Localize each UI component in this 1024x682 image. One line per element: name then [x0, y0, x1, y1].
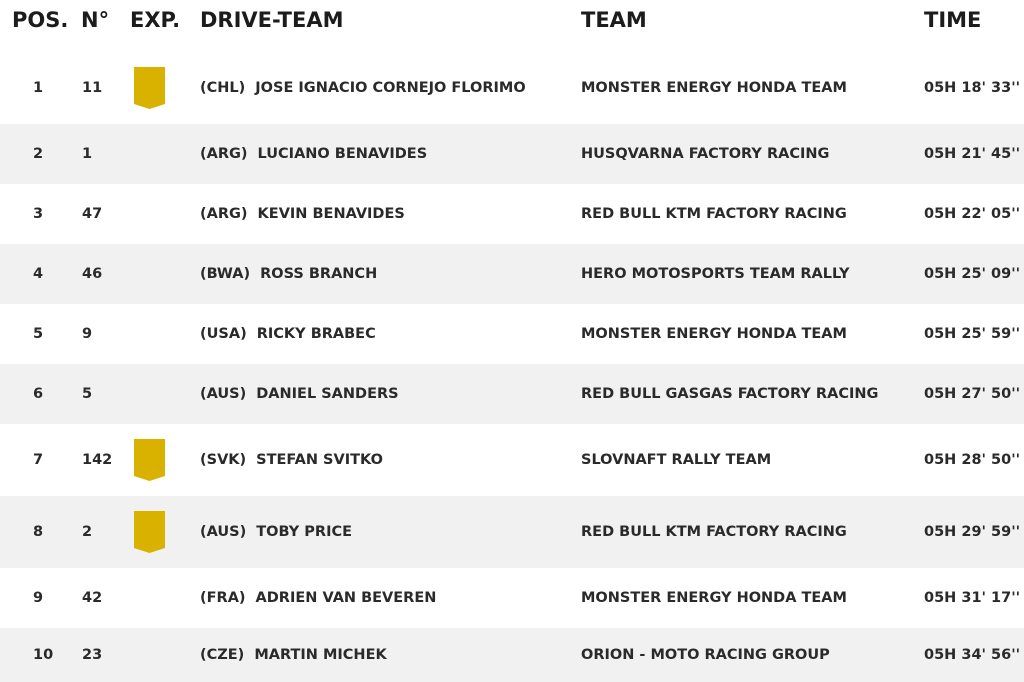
- driver-cell: [200, 266, 377, 282]
- header-drive-team: DRIVE-TEAM: [200, 8, 344, 32]
- position-cell: 5: [33, 326, 44, 342]
- table-row[interactable]: [0, 184, 1024, 244]
- driver-cell: [200, 386, 399, 402]
- table-row[interactable]: [0, 304, 1024, 364]
- results-table-header: [0, 0, 1024, 52]
- position-cell: 4: [33, 266, 44, 282]
- time-cell: 05H 25' 59'': [924, 326, 1021, 342]
- time-cell: 05H 34' 56'': [924, 647, 1021, 663]
- table-row[interactable]: [0, 496, 1024, 568]
- table-row[interactable]: [0, 52, 1024, 124]
- team-cell: HERO MOTOSPORTS TEAM RALLY: [581, 266, 850, 282]
- time-cell: 05H 31' 17'': [924, 590, 1021, 606]
- driver-name: KEVIN BENAVIDES: [257, 206, 405, 222]
- bib-number-cell: 9: [82, 326, 93, 342]
- header-team: TEAM: [581, 8, 647, 32]
- nationality-code: (ARG): [200, 206, 248, 222]
- driver-cell: [200, 647, 387, 663]
- team-cell: MONSTER ENERGY HONDA TEAM: [581, 590, 847, 606]
- bib-number-cell: 11: [82, 80, 103, 96]
- team-cell: RED BULL KTM FACTORY RACING: [581, 524, 847, 540]
- team-cell: HUSQVARNA FACTORY RACING: [581, 146, 830, 162]
- position-cell: 2: [33, 146, 44, 162]
- bib-number-cell: 42: [82, 590, 103, 606]
- team-cell: MONSTER ENERGY HONDA TEAM: [581, 326, 847, 342]
- bib-number-cell: 23: [82, 647, 103, 663]
- header-pos: POS.: [12, 8, 69, 32]
- time-cell: 05H 27' 50'': [924, 386, 1021, 402]
- driver-name: MARTIN MICHEK: [254, 647, 387, 663]
- header-time: TIME: [924, 8, 982, 32]
- position-cell: 6: [33, 386, 44, 402]
- header-expert: EXP.: [130, 8, 181, 32]
- table-row[interactable]: [0, 568, 1024, 628]
- driver-name: ADRIEN VAN BEVEREN: [255, 590, 437, 606]
- bib-number-cell: 142: [82, 452, 113, 468]
- driver-name: DANIEL SANDERS: [256, 386, 399, 402]
- bib-number-cell: 2: [82, 524, 93, 540]
- team-cell: RED BULL GASGAS FACTORY RACING: [581, 386, 879, 402]
- bib-number-cell: 47: [82, 206, 103, 222]
- expert-badge-icon: [134, 439, 165, 481]
- expert-badge-icon: [134, 511, 165, 553]
- time-cell: 05H 22' 05'': [924, 206, 1021, 222]
- time-cell: 05H 21' 45'': [924, 146, 1021, 162]
- header-number: N°: [81, 8, 110, 32]
- driver-name: ROSS BRANCH: [260, 266, 378, 282]
- bib-number-cell: 46: [82, 266, 103, 282]
- team-cell: ORION - MOTO RACING GROUP: [581, 647, 830, 663]
- time-cell: 05H 29' 59'': [924, 524, 1021, 540]
- driver-cell: [200, 326, 376, 342]
- table-row[interactable]: [0, 244, 1024, 304]
- nationality-code: (SVK): [200, 452, 247, 468]
- position-cell: 1: [33, 80, 44, 96]
- driver-name: JOSE IGNACIO CORNEJO FLORIMO: [255, 80, 526, 96]
- expert-badge-shape: [134, 511, 165, 553]
- table-row[interactable]: [0, 628, 1024, 682]
- nationality-code: (ARG): [200, 146, 248, 162]
- time-cell: 05H 25' 09'': [924, 266, 1021, 282]
- table-row[interactable]: [0, 124, 1024, 184]
- nationality-code: (USA): [200, 326, 247, 342]
- driver-name: TOBY PRICE: [256, 524, 353, 540]
- nationality-code: (FRA): [200, 590, 246, 606]
- position-cell: 3: [33, 206, 44, 222]
- position-cell: 8: [33, 524, 44, 540]
- driver-cell: [200, 524, 352, 540]
- driver-name: LUCIANO BENAVIDES: [257, 146, 428, 162]
- driver-name: STEFAN SVITKO: [256, 452, 383, 468]
- driver-cell: [200, 452, 383, 468]
- time-cell: 05H 18' 33'': [924, 80, 1021, 96]
- driver-cell: [200, 146, 427, 162]
- driver-cell: [200, 206, 405, 222]
- position-cell: 10: [33, 647, 54, 663]
- time-cell: 05H 28' 50'': [924, 452, 1021, 468]
- nationality-code: (CHL): [200, 80, 246, 96]
- nationality-code: (AUS): [200, 386, 247, 402]
- nationality-code: (BWA): [200, 266, 251, 282]
- position-cell: 9: [33, 590, 44, 606]
- driver-cell: [200, 80, 526, 96]
- bib-number-cell: 1: [82, 146, 93, 162]
- expert-badge-shape: [134, 439, 165, 481]
- team-cell: RED BULL KTM FACTORY RACING: [581, 206, 847, 222]
- bib-number-cell: 5: [82, 386, 93, 402]
- team-cell: SLOVNAFT RALLY TEAM: [581, 452, 772, 468]
- team-cell: MONSTER ENERGY HONDA TEAM: [581, 80, 847, 96]
- nationality-code: (AUS): [200, 524, 247, 540]
- expert-badge-shape: [134, 67, 165, 109]
- driver-cell: [200, 590, 436, 606]
- nationality-code: (CZE): [200, 647, 245, 663]
- table-row[interactable]: [0, 364, 1024, 424]
- position-cell: 7: [33, 452, 44, 468]
- driver-name: RICKY BRABEC: [256, 326, 376, 342]
- expert-badge-icon: [134, 67, 165, 109]
- table-row[interactable]: [0, 424, 1024, 496]
